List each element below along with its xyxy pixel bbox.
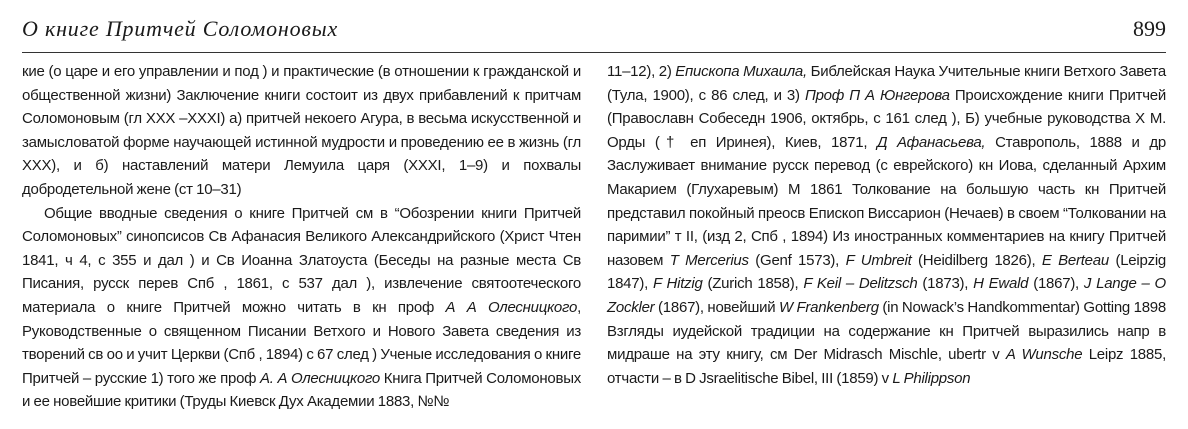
italic-run: А. А Олесницкого xyxy=(260,369,381,387)
italic-run: W Frankenberg xyxy=(778,298,879,316)
right-column xyxy=(607,60,1166,390)
italic-run: Д Афанасьева, xyxy=(877,133,986,151)
italic-run: F Keil – Delitzsch xyxy=(803,275,918,293)
running-head xyxy=(22,16,1166,50)
italic-run: A Wunsche xyxy=(1005,346,1083,364)
text-run: Происхождение книги Притчей (Православн Собеседн 1906, октябрь, с 161 след ), Б) учебные руководства Х М. Орды († еп Иринея), Киев, 1871, xyxy=(607,86,1166,151)
text-run: Библейская Наука Учительные книги Ветхого Завета (Тула, 1900), с 86 след, и 3) xyxy=(607,63,1166,104)
italic-run: H Ewald xyxy=(973,275,1029,293)
text-run: (Heidilberg 1826), xyxy=(911,251,1042,269)
italic-run: Епископа Михаила, xyxy=(675,63,807,80)
text-run: (in Nowack’s Handkommentar) Gotting 1898 Взгляды иудейской традиции на содержание кн Притчей выразились напр в мидраше на эту книгу, см Der Midrasch Mischle, ubertr v xyxy=(607,298,1166,364)
text-run: Ставрополь, 1888 и др Заслуживает внимание русск перевод (с еврейского) кн Иова, сделанный Архим Макарием (Глухаревым) М 1861 Толкование на большую часть кн Притчей представил покойный преосв Епископ Виссарион (Нечаев) в своем “Толковании на паримии” т II, (изд 2, Спб , 1894) Из иностранных комментариев на книгу Притчей назовем xyxy=(607,133,1166,269)
italic-run: J Lange – O Zockler xyxy=(607,275,1166,316)
text-run: Общие вводные сведения о книге Притчей см в “Обозрении книги Притчей Соломоновых” синопсисов Св Афанасия Великого Александрийского (Христ Чтен 1841, ч 4, с 355 и дал ) и Св Иоанна Златоуста (Беседы на разные места Св Писания, русск перев Спб , 1861, с 537 дал ), извлечение святоотеческого материала о книге Притчей можно читать в кн проф xyxy=(22,204,581,316)
italic-run: F Umbreit xyxy=(845,251,912,269)
text-run: (Genf 1573), xyxy=(748,251,846,269)
italic-run: L Philippson xyxy=(892,369,971,387)
text-run: , Руководственные о священном Писании Ветхого и Нового Завета сведения из творений св оо и учит Церкви (Спб , 1894) с 67 след ) Ученые исследования о книге Притчей – русские 1) того же проф xyxy=(22,298,581,387)
italic-run: А А Олесницкого xyxy=(445,298,578,316)
italic-run: Проф П А Юнгерова xyxy=(804,86,950,104)
italic-run: F Hitzig xyxy=(652,275,703,293)
text-run: Leipz 1885, отчасти – в D Jsraelitische Bibel, III (1859) v xyxy=(607,346,1166,387)
text-run: Книга Притчей Соломоновых и ее новейшие критики (Труды Киевск Дух Академии 1883, №№ xyxy=(22,369,581,411)
running-title: О книге Притчей Соломоновых xyxy=(22,16,339,41)
italic-run: E Berteau xyxy=(1041,251,1109,269)
text-run: (1867), новейший xyxy=(654,298,779,316)
text-run: (1867), xyxy=(1028,275,1084,293)
text-run: (Zurich 1858), xyxy=(702,275,804,293)
text-run: (1873), xyxy=(917,275,974,293)
page-number: 899 xyxy=(1133,16,1166,41)
paragraph xyxy=(22,60,581,202)
left-column xyxy=(22,60,581,414)
text-run: (Leipzig 1847), xyxy=(607,251,1166,293)
paragraph xyxy=(22,202,581,414)
text-run: кие (о царе и его управлении и под ) и практические (в отношении к гражданской и общественной жизни) Заключение книги состоит из двух прибавлений к притчам Соломоновым (гл XXX –XXXI) а) притчей некоего Агура, в весьма искусственной и замысловатой форме научающей истинной мудрости и проведению ее в жизнь (гл XXX), и б) наставлений матери Лемуила царя (XXXI, 1–9) и похвалы добродетельной жене (ст 10–31) xyxy=(22,63,581,198)
italic-run: T Mercerius xyxy=(669,251,749,269)
paragraph xyxy=(607,60,1166,390)
header-rule xyxy=(22,52,1166,53)
text-run: 11–12), 2) xyxy=(607,63,676,80)
